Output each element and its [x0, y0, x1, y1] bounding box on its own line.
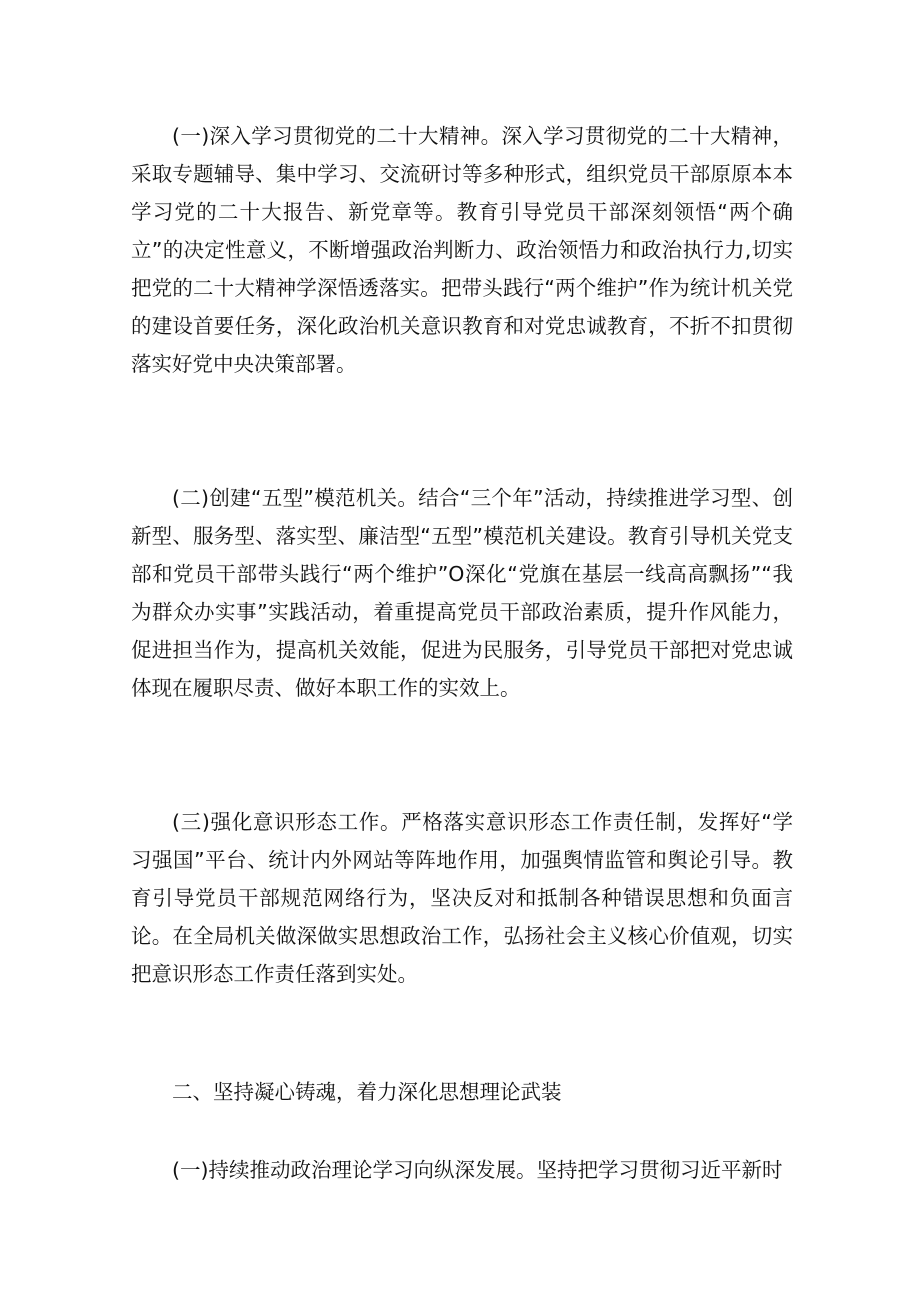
paragraph-model-organ: (二)创建“五型”模范机关。结合“三个年”活动，持续推进学习型、创新型、服务型、落实型、廉洁型“五型”模范机关建设。教育引导机关党支部和党员干部带头践行“两个维护”O深化“党旗在基层一线高高飘扬”“我为群众办实事”实践活动，着重提高党员干部政治素质，提升作风能力，促进担当作为，提高机关效能，促进为民服务，引导党员干部把对党忠诚体现在履职尽责、做好本职工作的实效上。: [131, 486, 793, 700]
section-heading-2: 二、坚持凝心铸魂，着力深化思想理论武装: [172, 1080, 562, 1104]
paragraph-ideology-work: (三)强化意识形态工作。严格落实意识形态工作责任制，发挥好“学习强国”平台、统计内外网站等阵地作用，加强舆情监管和舆论引导。教育引导党员干部规范网络行为，坚决反对和抵制各种错误思想和负面言论。在全局机关做深做实思想政治工作，弘扬社会主义核心价值观，切实把意识形态工作责任落到实处。: [131, 810, 793, 986]
paragraph-party-congress-spirit: (一)深入学习贯彻党的二十大精神。深入学习贯彻党的二十大精神，采取专题辅导、集中学习、交流研讨等多种形式，组织党员干部原原本本学习党的二十大报告、新党章等。教育引导党员干部深刻领悟“两个确立”的决定性意义，不断增强政治判断力、政治领悟力和政治执行力,切实把党的二十大精神学深悟透落实。把带头践行“两个维护”作为统计机关党的建设首要任务，深化政治机关意识教育和对党忠诚教育，不折不扣贯彻落实好党中央决策部署。: [131, 124, 793, 376]
paragraph-theory-study: (一)持续推动政治理论学习向纵深发展。坚持把学习贯彻习近平新时: [172, 1158, 783, 1182]
